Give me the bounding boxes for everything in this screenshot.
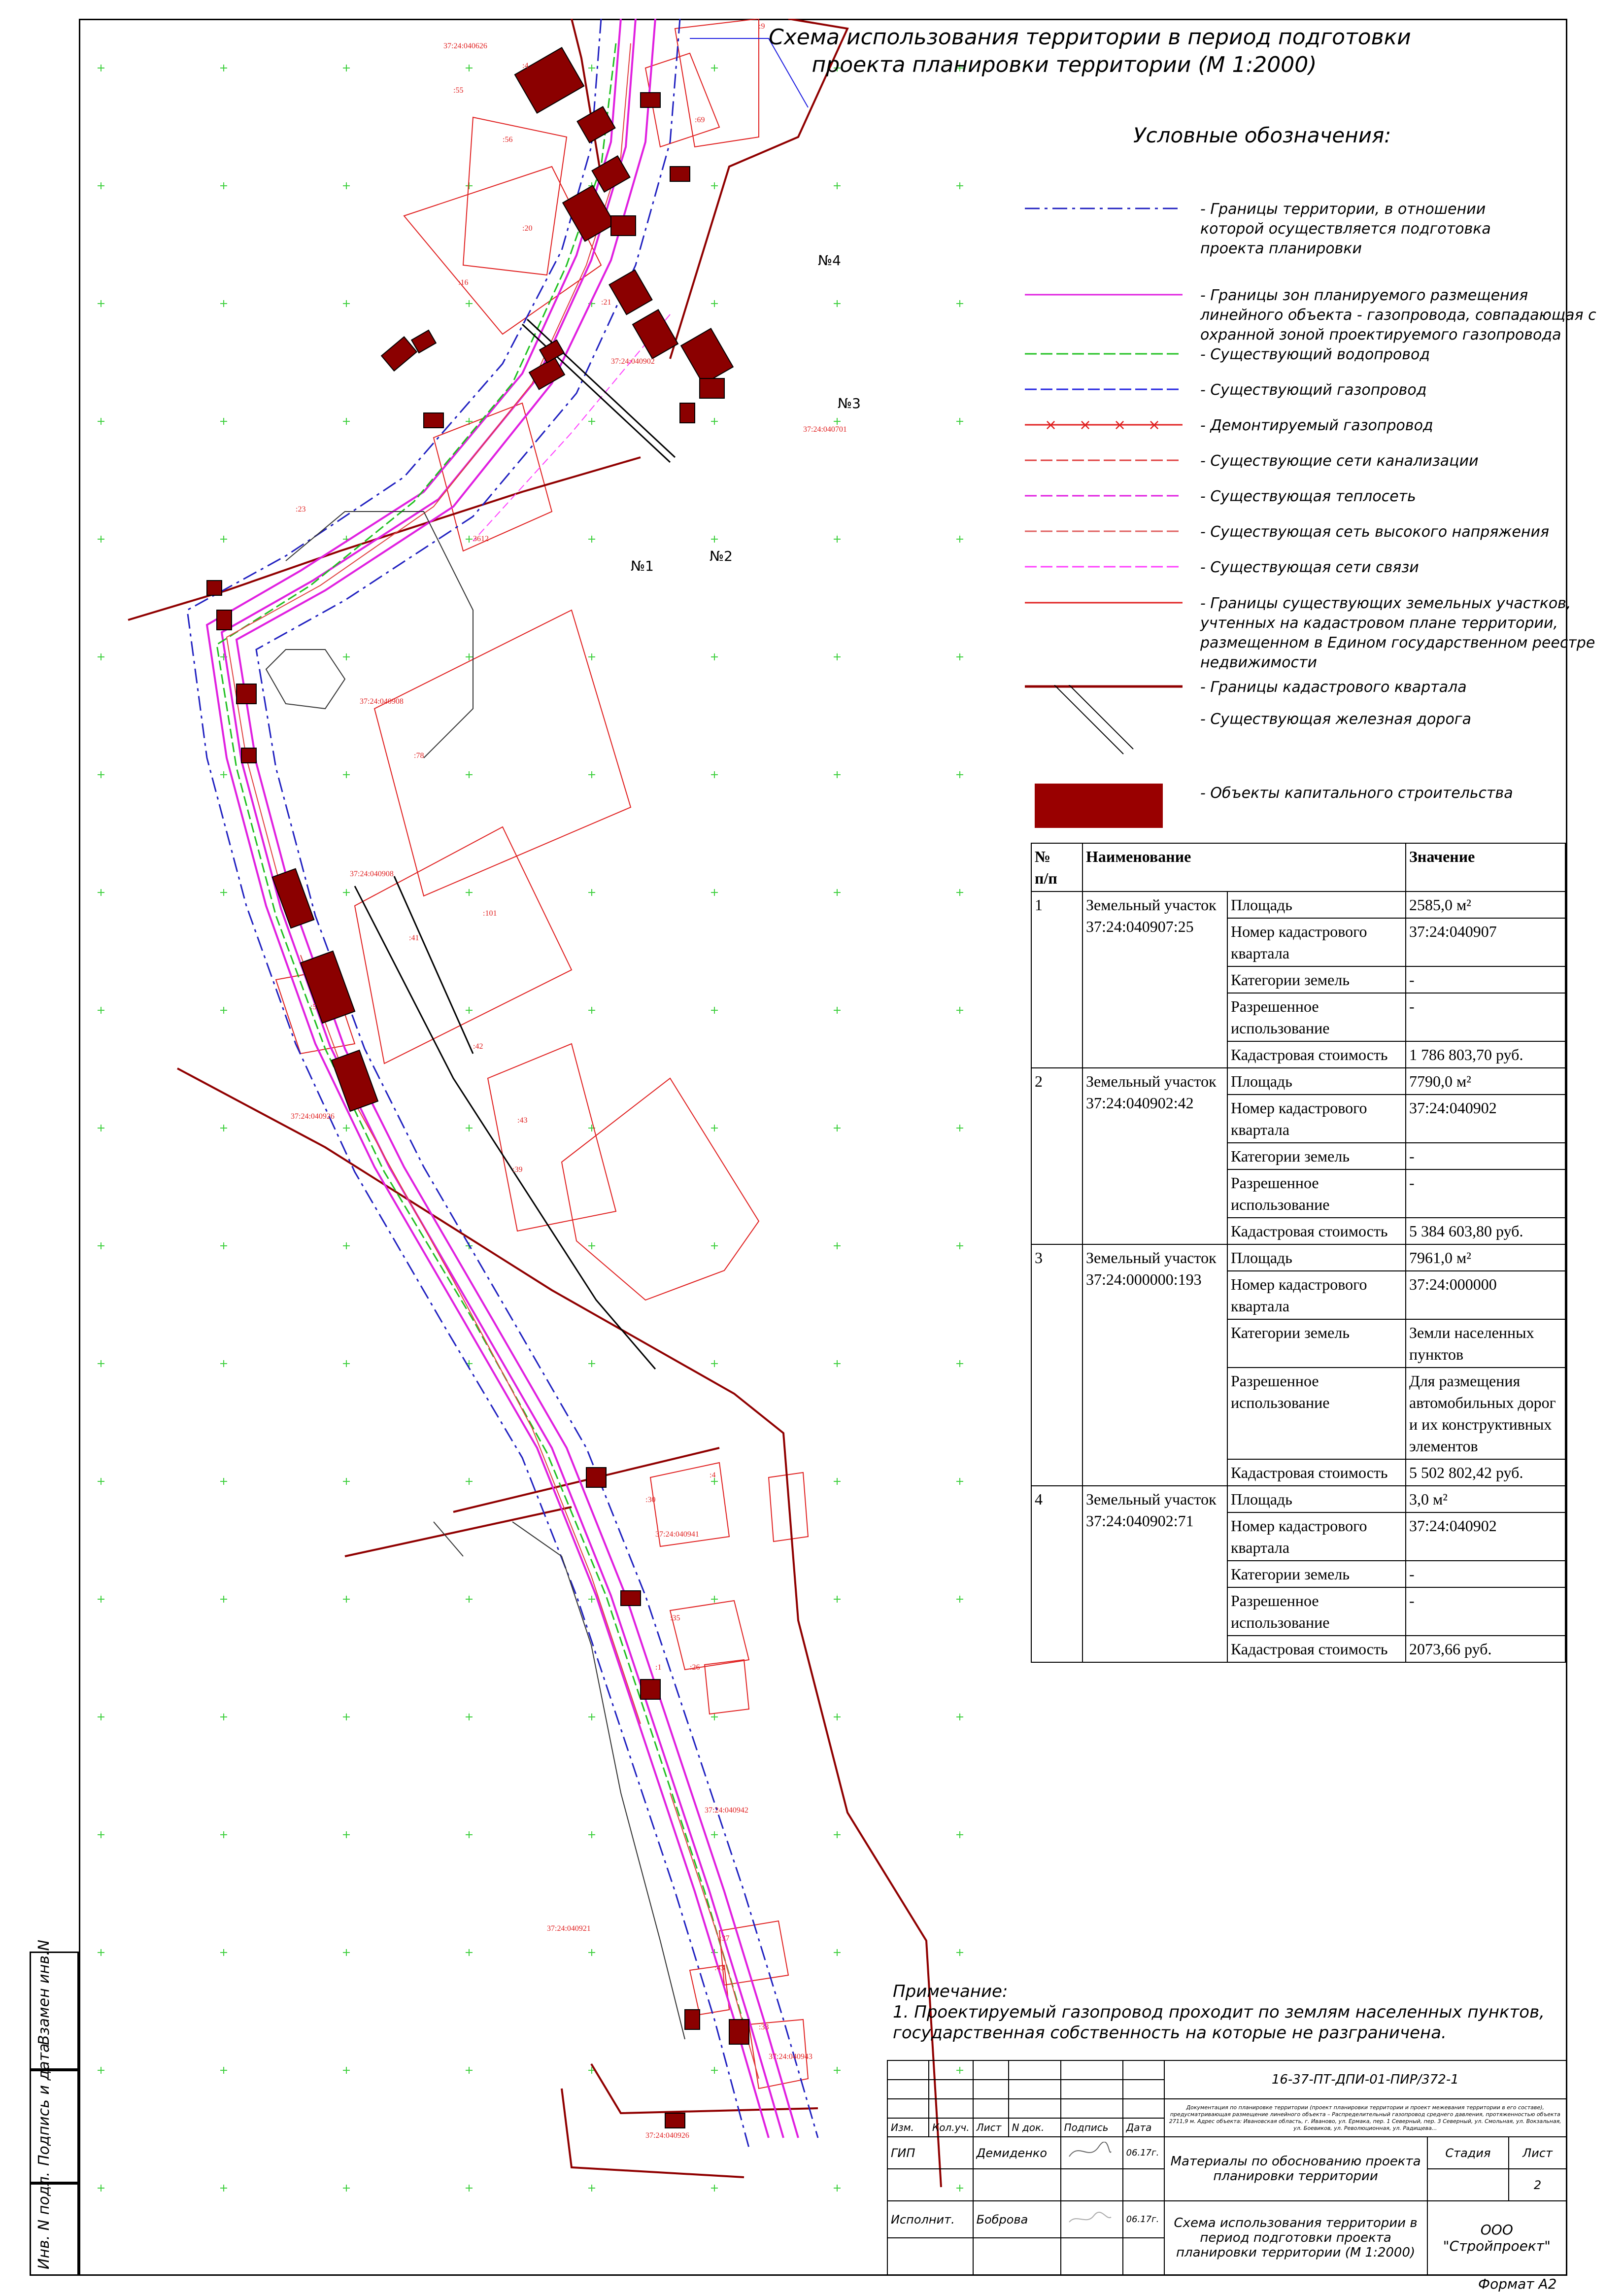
sidebar-label-replace: Взамен инв.N — [35, 1940, 53, 2045]
parcel-label: :55 — [453, 86, 464, 95]
legend-item — [1025, 416, 1591, 445]
legend-swatch — [1025, 594, 1192, 643]
property-name: Разрешенное использование — [1227, 1169, 1406, 1218]
note-text: 1. Проектируемый газопровод проходит по землям населенных пунктов, государственная собственность на которые не разграничена. — [893, 2002, 1545, 2043]
property-value: 1 786 803,70 руб. — [1406, 1041, 1565, 1068]
property-name: Номер кадастрового квартала — [1227, 1512, 1406, 1561]
doc-name-1: Материалы по обоснованию проекта планировки территории — [1164, 2137, 1427, 2201]
building — [611, 216, 636, 236]
quarter-label: 37:24:040943 — [769, 2053, 812, 2061]
legend-item-text: - Существующий газопровод — [1200, 381, 1427, 399]
legend-item-text: - Границы зон планируемого размещения линейного объекта - газопровода, совпадающая с охранной зоной проектируемого газопровода — [1200, 287, 1596, 343]
parcel-name: Земельный участок 37:24:040902:71 — [1082, 1486, 1227, 1662]
building — [729, 2020, 749, 2044]
parcel-label: :5 — [310, 1003, 317, 1011]
property-name: Кадастровая стоимость — [1227, 1636, 1406, 1662]
property-name: Категории земель — [1227, 1143, 1406, 1169]
row-number: 3 — [1031, 1244, 1082, 1486]
legend-cross-mark: × — [1114, 416, 1126, 434]
property-name: Кадастровая стоимость — [1227, 1041, 1406, 1068]
legend-cross-mark: × — [1079, 416, 1092, 434]
legend-building-swatch — [1035, 784, 1163, 828]
building — [665, 2113, 685, 2128]
stamp-column-header: Подпись — [1061, 2118, 1123, 2137]
building — [515, 48, 584, 113]
table-row — [1031, 891, 1565, 918]
property-name: Площадь — [1227, 891, 1406, 918]
date-2: 06.17г. — [1123, 2201, 1164, 2238]
legend-item-text: - Границы территории, в отношении которой осуществляется подготовка проекта планировки — [1200, 201, 1491, 257]
project-boundary — [187, 19, 818, 2148]
point-marker-label: №3 — [838, 395, 861, 411]
building — [563, 186, 615, 241]
property-value: 5 502 802,42 руб. — [1406, 1459, 1565, 1486]
building — [681, 329, 733, 384]
parcel-label: :9 — [759, 22, 765, 31]
legend-item — [1025, 200, 1591, 257]
parcel-label: :21 — [601, 298, 611, 307]
legend-item — [1025, 594, 1595, 671]
property-value: 37:24:040902 — [1406, 1095, 1565, 1143]
property-name: Номер кадастрового квартала — [1227, 918, 1406, 966]
legend-item — [1025, 710, 1591, 739]
parcel-name: Земельный участок 37:24:040902:42 — [1082, 1068, 1227, 1244]
legend-rail-line — [1064, 685, 1133, 749]
property-value: 7961,0 м² — [1406, 1244, 1565, 1271]
legend-item — [1025, 286, 1596, 343]
parcel-table — [1031, 843, 1566, 1663]
property-value: Земли населенных пунктов — [1406, 1319, 1565, 1368]
parcel-label: :35 — [670, 1614, 680, 1622]
note-heading: Примечание: — [893, 1982, 1008, 2001]
row-number: 4 — [1031, 1486, 1082, 1662]
legend-item-text: - Существующая железная дорога — [1200, 711, 1471, 728]
property-name: Кадастровая стоимость — [1227, 1218, 1406, 1244]
signature-2 — [1061, 2201, 1123, 2238]
note — [893, 1981, 1583, 2043]
property-value: - — [1406, 1561, 1565, 1587]
building — [680, 403, 695, 423]
sheet-number: 2 — [1509, 2169, 1566, 2201]
stamp-column-header: Лист — [973, 2118, 1009, 2137]
property-name: Разрешенное использование — [1227, 993, 1406, 1041]
legend-item-text: - Демонтируемый газопровод — [1200, 417, 1433, 434]
parcel-name: Земельный участок 37:24:000000:193 — [1082, 1244, 1227, 1486]
quarter-label: 37:24:040908 — [360, 697, 404, 706]
legend-cross-mark: × — [1148, 416, 1161, 434]
building — [621, 1591, 641, 1606]
utility-lines — [227, 38, 808, 2079]
property-value: 2585,0 м² — [1406, 891, 1565, 918]
legend-swatch — [1025, 200, 1192, 249]
building — [381, 337, 417, 371]
property-name: Номер кадастрового квартала — [1227, 1271, 1406, 1319]
quarter-label: 37:24:040902 — [611, 357, 655, 366]
table-row — [1031, 1486, 1565, 1512]
quarter-label: 37:24:040921 — [547, 1924, 591, 1933]
parcel-label: 3612 — [473, 535, 489, 543]
property-name: Площадь — [1227, 1244, 1406, 1271]
format-label: Формат А2 — [1478, 2276, 1557, 2292]
parcel-label: :69 — [695, 116, 705, 124]
property-name: Категории земель — [1227, 1319, 1406, 1368]
doc-name-2: Схема использования территории в период подготовки проекта планировки территории (М 1:2000) — [1164, 2201, 1427, 2275]
buildings — [207, 48, 749, 2128]
quarter-label: 37:24:040908 — [350, 870, 394, 878]
point-marker-label: №2 — [710, 548, 733, 564]
parcel-label: :37 — [719, 1934, 730, 1943]
building — [217, 610, 232, 630]
property-name: Разрешенное использование — [1227, 1587, 1406, 1636]
legend-item — [1025, 784, 1591, 813]
legend-swatch — [1025, 685, 1192, 759]
name-1: Демиденко — [973, 2137, 1061, 2169]
property-name: Кадастровая стоимость — [1227, 1459, 1406, 1486]
building — [586, 1468, 606, 1487]
property-name: Площадь — [1227, 1068, 1406, 1095]
property-value: 2073,66 руб. — [1406, 1636, 1565, 1662]
property-value: - — [1406, 1143, 1565, 1169]
property-name: Разрешенное использование — [1227, 1368, 1406, 1459]
legend-item — [1025, 345, 1591, 375]
point-markers — [631, 252, 861, 574]
date-1: 06.17г. — [1123, 2137, 1164, 2169]
legend-item-text: - Существующая сети связи — [1200, 559, 1419, 576]
point-marker-label: №4 — [818, 252, 841, 269]
quarter-label: 37:24:040926 — [291, 1112, 335, 1121]
building — [241, 748, 256, 763]
legend-item — [1025, 522, 1591, 552]
roads — [266, 512, 685, 2039]
sheet-header: Лист — [1509, 2137, 1566, 2169]
legend-swatch — [1025, 784, 1192, 833]
parcel-label: :30 — [645, 1496, 656, 1504]
legend-item — [1025, 558, 1591, 587]
legend-heading: Условные обозначения: — [1133, 123, 1391, 147]
quarter-label: 37:24:040626 — [443, 42, 487, 50]
parcel-label: :43 — [517, 1116, 528, 1125]
doc-description: Документация по планировке территории (проект планировки территории и проект межевания территории в его составе), предусматривающая размещение линейного объекта – Распределительный газопровод среднего давления, протяженностью объекта 2711,9 м. Адрес объекта: Ивановская область, г. Иваново, ул. Ермака, пер. 1 Северный, пер. 3 Северный, ул. Смольная, ул. Вокзальная, ул. Боевиков, ул. Революционная, ул. Радищева... — [1164, 2099, 1566, 2137]
role-1: ГИП — [887, 2137, 973, 2169]
legend-item-text: - Границы существующих земельных участков, учтенных на кадастровом плане территории, размещенном в Едином государственном реестре недвижимости — [1200, 595, 1595, 671]
signature-1 — [1061, 2137, 1123, 2169]
property-value: - — [1406, 966, 1565, 993]
property-value: Для размещения автомобильных дорог и их конструктивных элементов — [1406, 1368, 1565, 1459]
sidebar-label-inv: Инв. N подл. — [35, 2171, 53, 2269]
title-block — [887, 2060, 1567, 2276]
parcel-label: :16 — [458, 278, 469, 287]
building — [609, 270, 652, 315]
quarter-label: 37:24:040942 — [705, 1806, 748, 1815]
parcel-label: :4 — [522, 62, 529, 70]
legend-item-text: - Существующие сети канализации — [1200, 452, 1479, 470]
site-plan-map — [79, 19, 1015, 2217]
doc-code: 16-37-ПТ-ДПИ-01-ПИР/372-1 — [1164, 2060, 1566, 2099]
building — [670, 167, 690, 181]
quarter-boundaries — [128, 19, 941, 2187]
parcel-label: :101 — [483, 909, 497, 918]
property-name: Номер кадастрового квартала — [1227, 1095, 1406, 1143]
parcel-label: :78 — [414, 752, 424, 760]
stamp-column-header: Изм. — [887, 2118, 929, 2137]
stamp-column-header: N док. — [1009, 2118, 1061, 2137]
property-value: 5 384 603,80 руб. — [1406, 1218, 1565, 1244]
property-name: Категории земель — [1227, 1561, 1406, 1587]
legend-item-text: - Существующая сеть высокого напряжения — [1200, 523, 1549, 541]
parcel-label: :33 — [759, 2023, 769, 2031]
property-value: - — [1406, 1169, 1565, 1218]
building — [424, 413, 443, 428]
row-number: 1 — [1031, 891, 1082, 1068]
property-value: 37:24:040902 — [1406, 1512, 1565, 1561]
building — [685, 2010, 700, 2029]
parcel-label: :39 — [512, 1165, 523, 1174]
table-row — [1031, 1068, 1565, 1095]
map-labels — [291, 22, 847, 2140]
table-header-value: Значение — [1406, 843, 1565, 891]
organization: ООО "Стройпроект" — [1427, 2201, 1566, 2275]
table-row — [1031, 1244, 1565, 1271]
parcel-label: :42 — [473, 1042, 483, 1051]
building — [577, 106, 615, 142]
parcel-label: :56 — [503, 136, 513, 144]
stamp-column-header: Дата — [1123, 2118, 1164, 2137]
table-header-num: № п/п — [1031, 843, 1082, 891]
legend-swatch — [1025, 286, 1192, 335]
drawing-title-line2: проекта планировки территории (М 1:2000) — [812, 52, 1317, 77]
property-value: 7790,0 м² — [1406, 1068, 1565, 1095]
legend-item — [1025, 451, 1591, 481]
building — [237, 684, 256, 704]
building — [641, 1679, 660, 1699]
stage-header: Стадия — [1427, 2137, 1509, 2169]
building — [641, 93, 660, 107]
stamp-column-header: Кол.уч. — [929, 2118, 973, 2137]
parcel-label: :20 — [522, 224, 533, 233]
name-2: Боброва — [973, 2201, 1061, 2238]
row-number: 2 — [1031, 1068, 1082, 1244]
parcel-label: :41 — [409, 934, 419, 942]
legend-item-text: - Существующий водопровод — [1200, 346, 1430, 363]
quarter-label: 37:24:040941 — [655, 1530, 699, 1539]
legend-item — [1025, 487, 1591, 516]
legend-item-text: - Объекты капитального строительства — [1200, 785, 1513, 802]
railway — [355, 319, 675, 1369]
property-name: Категории земель — [1227, 966, 1406, 993]
parcel-label: :23 — [296, 505, 306, 514]
building — [332, 1050, 378, 1111]
building — [700, 378, 724, 398]
role-2: Исполнит. — [887, 2201, 973, 2238]
legend-item — [1025, 380, 1591, 410]
parcel-name: Земельный участок 37:24:040907:25 — [1082, 891, 1227, 1068]
grid-crosses — [98, 65, 963, 2192]
property-value: 37:24:040907 — [1406, 918, 1565, 966]
sidebar-label-sign: Подпись и дата — [35, 2043, 53, 2166]
property-value: 37:24:000000 — [1406, 1271, 1565, 1319]
property-value: - — [1406, 1587, 1565, 1636]
table-header-name: Наименование — [1082, 843, 1406, 891]
property-value: 3,0 м² — [1406, 1486, 1565, 1512]
parcel-label: :43 — [714, 1964, 725, 1972]
quarter-label: 37:24:040926 — [645, 2131, 689, 2140]
legend-rail-line — [1054, 685, 1123, 754]
parcel-label: :26 — [690, 1663, 700, 1672]
building — [207, 581, 222, 595]
legend-item-text: - Существующая теплосеть — [1200, 488, 1416, 505]
point-marker-label: №1 — [631, 558, 654, 574]
legend-item-text: - Границы кадастрового квартала — [1200, 679, 1467, 696]
drawing-title — [769, 24, 1411, 79]
drawing-title-line1: Схема использования территории в период подготовки — [769, 25, 1411, 50]
quarter-label: 37:24:040701 — [803, 425, 847, 434]
parcel-label: :1 — [655, 1663, 662, 1672]
property-value: - — [1406, 993, 1565, 1041]
property-name: Площадь — [1227, 1486, 1406, 1512]
legend-cross-mark: × — [1045, 416, 1057, 434]
parcel-label: :4 — [710, 1471, 716, 1479]
